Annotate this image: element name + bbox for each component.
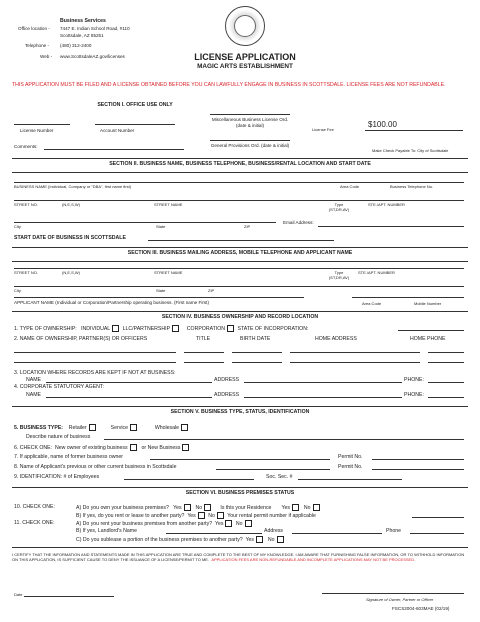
business-type-row: 5. BUSINESS TYPE: Retailer Service Wholesale: [14, 424, 190, 431]
filing-notice: THIS APPLICATION MUST BE FILED AND A LICENSE OBTAINED BEFORE YOU CAN LAWFULLY ENGAGE IN BUSINESS IN SCOTTSDALE. LICENSE FEES ARE NOT REFUNDABLE.: [12, 82, 446, 88]
records-address-label: ADDRESS: [214, 377, 240, 383]
q10-label: 10. CHECK ONE:: [14, 504, 55, 510]
agent-phone-field[interactable]: [428, 397, 464, 398]
wholesale-checkbox[interactable]: [181, 424, 188, 431]
owner-name-field[interactable]: [14, 362, 176, 363]
llc-checkbox[interactable]: [172, 325, 179, 332]
email-field[interactable]: [318, 226, 464, 227]
mobile-area-code-label: Area Code: [362, 301, 382, 306]
state-label: State: [156, 224, 166, 229]
previous-business-label: 8. Name of Applicant's previous or other current business in Scottsdale: [14, 464, 177, 470]
owner-birth-field[interactable]: [232, 352, 282, 353]
start-date-label: START DATE OF BUSINESS IN SCOTTSDALE: [14, 235, 126, 241]
business-name-field[interactable]: [14, 182, 464, 183]
q11c-no-checkbox[interactable]: [277, 536, 284, 543]
employees-field[interactable]: [124, 479, 254, 480]
phone-label: Telephone -: [25, 43, 51, 48]
nesw-label: (N,E,S,W): [62, 202, 80, 207]
email-label: Email Address:: [283, 220, 314, 225]
divider: [12, 261, 468, 262]
q11-label: 11. CHECK ONE:: [14, 520, 55, 526]
divider: [12, 247, 468, 248]
gen-prov-label: General Provisions Ord. (date & initial): [210, 143, 290, 148]
agent-address-field[interactable]: [244, 397, 402, 398]
records-address-field[interactable]: [244, 382, 402, 383]
col-birth-date: BIRTH DATE: [240, 336, 271, 342]
residence-yes-checkbox[interactable]: [292, 504, 299, 511]
ownership-type-row: 1. TYPE OF OWNERSHIP: INDIVIDUAL LLC/PARTNERSHIP CORPORATION STATE OF INCORPORATION:: [14, 325, 309, 332]
records-name-field[interactable]: [46, 382, 212, 383]
check-payable-text: Make Check Payable To: City of Scottsdale: [372, 148, 449, 153]
rental-permit-field[interactable]: [412, 517, 464, 518]
city-seal-icon: [225, 6, 265, 46]
office-phone: (480) 312-2400: [60, 43, 92, 48]
mailing-street-field[interactable]: [14, 268, 464, 269]
account-number-field[interactable]: [95, 124, 175, 125]
individual-checkbox[interactable]: [112, 325, 119, 332]
former-owner-field[interactable]: [150, 459, 330, 460]
street-name-label: STREET NAME: [154, 202, 183, 207]
city-label: City: [14, 224, 21, 229]
q10a-yes-checkbox[interactable]: [184, 504, 191, 511]
retailer-checkbox[interactable]: [89, 424, 96, 431]
statutory-agent-label: 4. CORPORATE STATUTORY AGENT:: [14, 384, 104, 390]
license-number-label: License Number: [20, 128, 54, 133]
section5-title: SECTION V. BUSINESS TYPE, STATUS, IDENTIFICATION: [170, 409, 310, 415]
form-title: LICENSE APPLICATION: [194, 52, 296, 62]
business-phone-label: Business Telephone No.: [390, 184, 434, 189]
landlord-address-label: Address: [264, 528, 284, 534]
describe-field[interactable]: [104, 439, 464, 440]
landlord-field[interactable]: [166, 533, 262, 534]
license-fee-label: License Fee: [312, 127, 334, 132]
permit-label-2: Permit No.: [338, 464, 363, 470]
owner-title-field[interactable]: [184, 352, 224, 353]
zip-label: ZIP: [244, 224, 251, 229]
col-home-phone: HOME PHONE: [410, 336, 446, 342]
owner-address-field[interactable]: [290, 362, 420, 363]
q10a-row: A) Do you own your business premises? Yes No Is this your Residence Yes No: [76, 504, 322, 511]
col-home-address: HOME ADDRESS: [315, 336, 357, 342]
records-phone-field[interactable]: [428, 382, 464, 383]
certification-text: I CERTIFY THAT THE INFORMATION AND STATEMENTS MADE IN THIS APPLICATION ARE TRUE AND COMPLETE TO THE BEST OF MY KNOWLEDGE. I AM AWARE THAT FURNISHING FALSE INFORMATION, OR TO WITHHOLD INFORMATION ON THIS APPLICATION, IS SUFFICIENT CAUSE TO DENY THE ISSUANCE OF A LICENSE/PERMIT TO ME. APPLICATION FEES ARE NON-REFUNDABLE AND INCOMPLETE APPLICATIONS MAY NOT BE PROCESSED.: [12, 552, 465, 562]
q10b-no-checkbox[interactable]: [217, 512, 224, 519]
mailing-city-field[interactable]: [14, 286, 464, 287]
q10b-row: B) If yes, do you rent or lease to another party? Yes No Your rental permit number if applicable: [76, 512, 316, 519]
residence-no-checkbox[interactable]: [313, 504, 320, 511]
employees-label: 9. IDENTIFICATION: # of Employees: [14, 474, 100, 480]
records-phone-label: PHONE:: [404, 377, 424, 383]
mail-ste-apt-label: STE./APT. NUMBER: [358, 270, 395, 275]
office-label: Office location -: [18, 26, 52, 31]
mail-state-label: State: [156, 288, 166, 293]
agent-name-field[interactable]: [46, 397, 212, 398]
permit-field-2[interactable]: [372, 469, 464, 470]
owner-title-field[interactable]: [184, 362, 224, 363]
agent-name-label: NAME: [26, 392, 41, 398]
city-state-zip-field[interactable]: [14, 222, 276, 223]
form-subtitle: MAGIC ARTS ESTABLISHMENT: [197, 63, 293, 70]
q11c-row: C) Do you sublease a portion of the business premises to another party? Yes No: [76, 536, 286, 543]
area-code-label: Area Code: [340, 184, 360, 189]
q10a-no-checkbox[interactable]: [204, 504, 211, 511]
license-number-field[interactable]: [14, 124, 70, 125]
owner-address-field[interactable]: [290, 352, 420, 353]
date-label: Date: [14, 592, 23, 597]
section1-title: SECTION I. OFFICE USE ONLY: [97, 102, 173, 108]
q11a-row: A) Do you rent your business premises from another party? Yes No: [76, 520, 254, 527]
previous-business-field[interactable]: [216, 469, 330, 470]
landlord-label: B) If yes, Landlord's Name: [76, 528, 137, 534]
divider: [12, 406, 468, 407]
landlord-phone-label: Phone: [386, 528, 402, 534]
section4-title: SECTION IV. BUSINESS OWNERSHIP AND RECORD LOCATION: [161, 314, 319, 320]
owner-name-field[interactable]: [14, 352, 176, 353]
ste-apt-label: STE./APT. NUMBER: [368, 202, 405, 207]
owner-phone-field[interactable]: [428, 362, 464, 363]
org-name: Business Services: [60, 18, 106, 24]
owners-label: 2. NAME OF OWNERSHIP, PARTNER(S) OR OFFICERS: [14, 336, 148, 342]
misc-ord-field[interactable]: [210, 114, 290, 115]
q11a-no-checkbox[interactable]: [245, 520, 252, 527]
mail-zip-label: ZIP: [208, 288, 215, 293]
signature-field[interactable]: [322, 593, 464, 594]
street-no-label: STREET NO.: [14, 202, 38, 207]
type-label: Type (ST,DR,AV): [328, 202, 350, 212]
q10b-yes-checkbox[interactable]: [198, 512, 205, 519]
license-fee-amount: $100.00: [368, 120, 397, 129]
date-field[interactable]: [24, 596, 114, 597]
landlord-address-field[interactable]: [292, 533, 382, 534]
service-checkbox[interactable]: [130, 424, 137, 431]
section6-title: SECTION VI. BUSINESS PREMISES STATUS: [185, 490, 295, 496]
applicant-name-field[interactable]: [14, 297, 304, 298]
owner-birth-field[interactable]: [232, 362, 282, 363]
new-owner-checkbox[interactable]: [130, 444, 137, 451]
gen-prov-field[interactable]: [210, 140, 290, 141]
comments-label: Comments:: [14, 144, 38, 149]
form-number: FSCS2004-603MAE (02/19): [392, 606, 450, 611]
divider: [12, 547, 468, 548]
mobile-number-label: Mobile Number: [414, 301, 442, 306]
agent-phone-label: PHONE:: [404, 392, 424, 398]
street-address-field[interactable]: [14, 200, 464, 201]
corporation-checkbox[interactable]: [227, 325, 234, 332]
mail-street-no-label: STREET NO.: [14, 270, 38, 275]
divider: [12, 487, 468, 488]
section2-title: SECTION II. BUSINESS NAME, BUSINESS TELEPHONE, BUSINESS/RENTAL LOCATION AND START DATE: [109, 161, 371, 167]
office-line1: 7447 E. Indian School Road, #110: [60, 26, 130, 31]
divider: [12, 311, 468, 312]
business-name-label: BUSINESS NAME (Individual, Company or "DBA", first name first): [14, 184, 132, 189]
state-of-incorporation-field[interactable]: [398, 330, 464, 331]
account-number-label: Account Number: [100, 128, 135, 133]
office-line2: Scottsdale, AZ 85251: [60, 33, 104, 38]
new-business-checkbox[interactable]: [182, 444, 189, 451]
web-link[interactable]: www.ScottsdaleAZ.gov/licenses: [60, 54, 125, 59]
former-owner-label: 7. If applicable, name of former business owner: [14, 454, 123, 460]
applicant-name-label: APPLICANT NAME (Individual or Corporation/Partnership operating business. (First name First): [14, 300, 209, 305]
check-one-row: 6. CHECK ONE: New owner of existing business or New Business: [14, 444, 191, 451]
soc-sec-field[interactable]: [298, 479, 402, 480]
owner-phone-field[interactable]: [428, 352, 464, 353]
divider: [12, 172, 468, 173]
web-label: Web -: [40, 54, 54, 59]
mail-street-name-label: STREET NAME: [154, 270, 183, 275]
mail-type-label: Type (ST,DR,AV): [328, 270, 350, 280]
describe-label: Describe nature of business: [26, 434, 91, 440]
agent-address-label: ADDRESS: [214, 392, 240, 398]
col-title: TITLE: [196, 336, 211, 342]
misc-ord-label: Miscellaneous Business License Ord. (date & initial): [211, 117, 289, 128]
start-date-field[interactable]: [148, 240, 334, 241]
soc-sec-label: Soc. Sec. #: [266, 474, 293, 480]
landlord-phone-field[interactable]: [410, 533, 464, 534]
divider: [12, 158, 468, 159]
q11c-yes-checkbox[interactable]: [256, 536, 263, 543]
mail-nesw-label: (N,E,S,W): [62, 270, 80, 275]
signature-label: Signature of Owner, Partner or Officer: [366, 597, 434, 602]
permit-label: Permit No.: [338, 454, 363, 460]
permit-field[interactable]: [372, 459, 464, 460]
q11a-yes-checkbox[interactable]: [225, 520, 232, 527]
section3-title: SECTION III. BUSINESS MAILING ADDRESS, MOBILE TELEPHONE AND APPLICANT NAME: [127, 250, 353, 256]
mobile-field[interactable]: [352, 297, 464, 298]
comments-field[interactable]: [44, 149, 184, 150]
license-fee-field: [365, 130, 463, 131]
records-name-label: NAME: [26, 377, 41, 383]
mail-city-label: City: [14, 288, 21, 293]
records-location-label: 3. LOCATION WHERE RECORDS ARE KEPT IF NOT AT BUSINESS:: [14, 370, 176, 376]
